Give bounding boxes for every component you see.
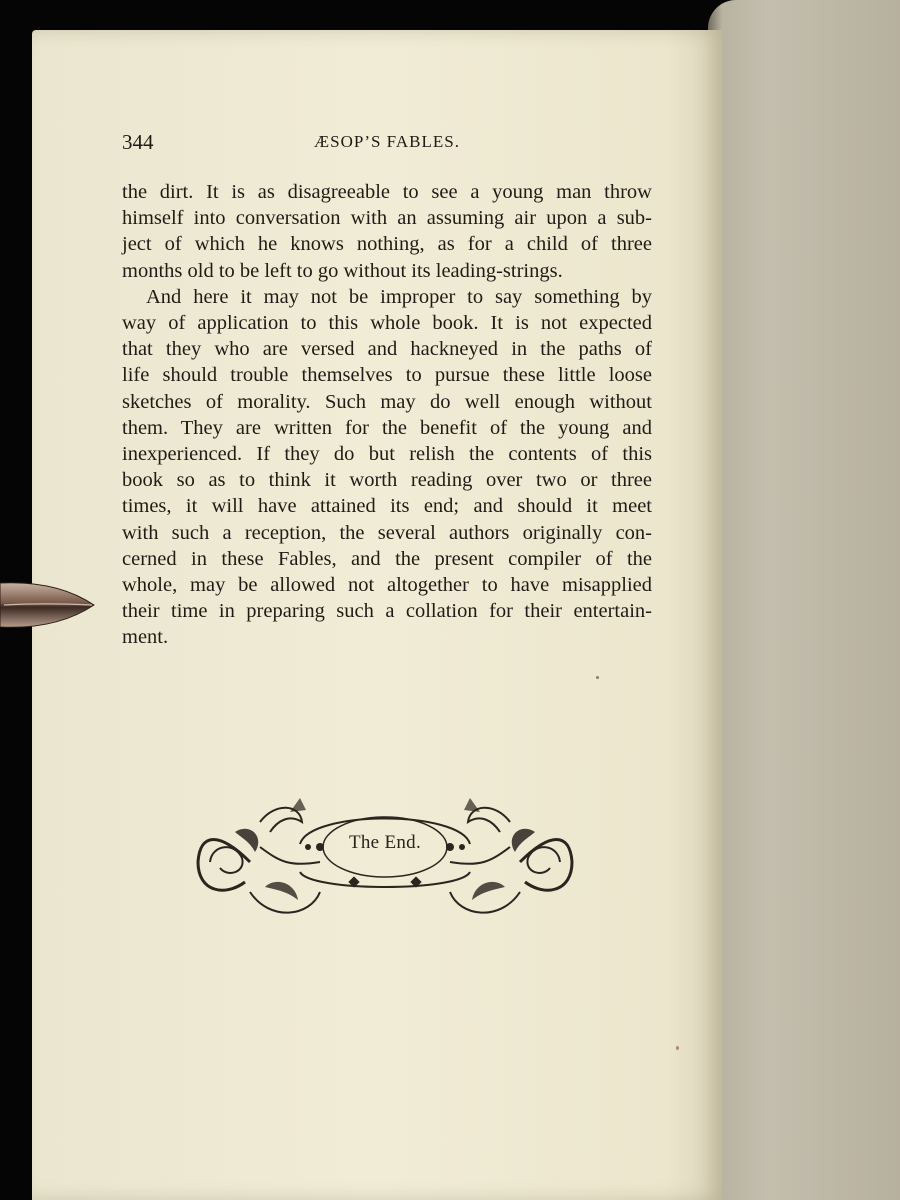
- page-number: 344: [122, 130, 154, 154]
- paper-speck: [596, 676, 599, 679]
- text-line: that they who are versed and hackneyed in the paths of: [122, 338, 652, 361]
- text-line: ject of which he knows nothing, as for a child of three: [122, 233, 652, 256]
- text-line: life should trouble themselves to pursue these little loose: [122, 364, 652, 387]
- text-line: way of application to this whole book. It is not expected: [122, 312, 652, 335]
- the-end-label: The End.: [348, 832, 422, 853]
- text-line: times, it will have attained its end; and should it meet: [122, 495, 652, 518]
- text-line: sketches of morality. Such may do well enough without: [122, 390, 652, 413]
- text-line: whole, may be allowed not altogether to have misapplied: [122, 574, 652, 597]
- page-header: [122, 130, 652, 160]
- text-line: months old to be left to go without its leading-strings.: [122, 259, 563, 282]
- running-title: ÆSOP’S FABLES.: [314, 132, 460, 151]
- text-line: the dirt. It is as disagreeable to see a young man throw: [122, 181, 652, 203]
- text-line: And here it may not be improper to say something by: [146, 285, 652, 308]
- text-line: them. They are written for the benefit of the young and: [122, 416, 652, 439]
- text-line: cerned in these Fables, and the present compiler of the: [122, 547, 652, 570]
- text-line: with such a reception, the several authors originally con-: [122, 521, 652, 544]
- text-line: inexperienced. If they do but relish the contents of this: [122, 443, 652, 466]
- text-line: their time in preparing such a collation for their entertain-: [122, 600, 652, 623]
- text-line: himself into conversation with an assuming air upon a sub-: [122, 207, 652, 230]
- adjacent-page-edge: [708, 0, 900, 1200]
- scroll-ornament-icon: [190, 792, 580, 932]
- text-line: book so as to think it worth reading over two or three: [122, 469, 652, 492]
- body-text: [122, 179, 652, 651]
- bookmark-icon: [0, 575, 100, 635]
- paper-speck: [676, 1046, 679, 1050]
- tailpiece-ornament: [190, 792, 580, 932]
- text-line: ment.: [122, 626, 169, 649]
